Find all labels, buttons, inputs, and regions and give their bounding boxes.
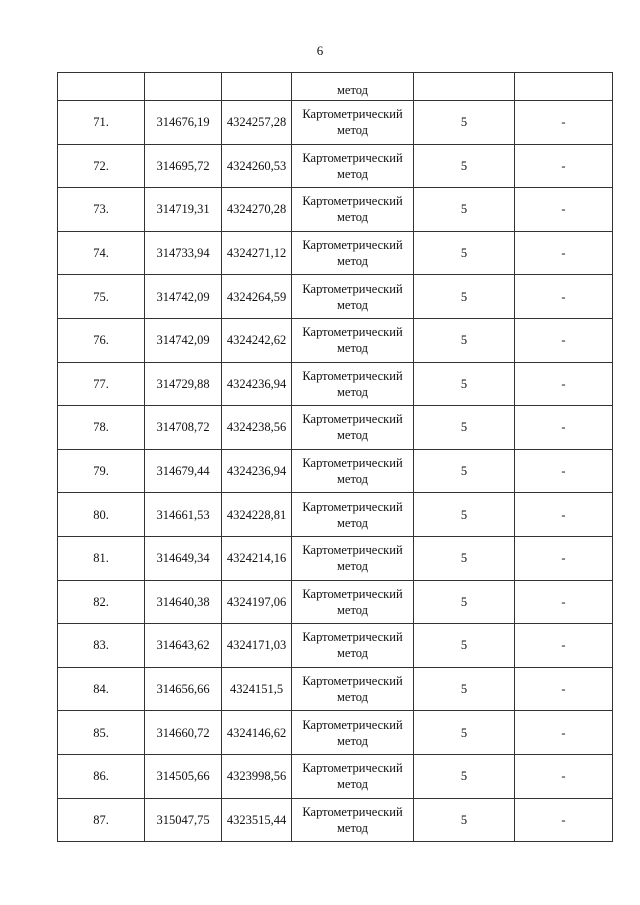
accuracy-cell: 5 xyxy=(414,406,515,450)
x-coordinate-cell: 314695,72 xyxy=(145,144,222,188)
method-line-1: Картометрический xyxy=(302,150,403,165)
accuracy-cell: 5 xyxy=(414,536,515,580)
header-cell-accuracy xyxy=(414,73,515,101)
method-line-2: метод xyxy=(336,777,368,792)
method-line-2: метод xyxy=(336,820,368,835)
note-cell: - xyxy=(515,406,613,450)
point-number-cell: 71. xyxy=(58,101,145,145)
point-number-cell: 79. xyxy=(58,449,145,493)
x-coordinate-cell: 314660,72 xyxy=(145,711,222,755)
method-cell xyxy=(292,275,414,319)
x-coordinate-cell: 314676,19 xyxy=(145,101,222,145)
method-line-2: метод xyxy=(336,254,368,269)
table-row xyxy=(58,101,613,145)
table-row xyxy=(58,144,613,188)
point-number-cell: 85. xyxy=(58,711,145,755)
method-line-1: Картометрический xyxy=(302,456,403,471)
method-line-1: Картометрический xyxy=(302,281,403,296)
table-row xyxy=(58,624,613,668)
y-coordinate-cell: 4324236,94 xyxy=(222,362,292,406)
x-coordinate-cell: 314708,72 xyxy=(145,406,222,450)
y-coordinate-cell: 4324236,94 xyxy=(222,449,292,493)
method-line-2: метод xyxy=(336,646,368,661)
point-number-cell: 87. xyxy=(58,798,145,842)
method-line-1: Картометрический xyxy=(302,674,403,689)
accuracy-cell: 5 xyxy=(414,580,515,624)
note-cell: - xyxy=(515,798,613,842)
x-coordinate-cell: 314505,66 xyxy=(145,754,222,798)
x-coordinate-cell: 314733,94 xyxy=(145,231,222,275)
accuracy-cell: 5 xyxy=(414,231,515,275)
method-line-2: метод xyxy=(336,166,368,181)
y-coordinate-cell: 4324228,81 xyxy=(222,493,292,537)
method-cell xyxy=(292,188,414,232)
accuracy-cell: 5 xyxy=(414,362,515,406)
x-coordinate-cell: 314656,66 xyxy=(145,667,222,711)
point-number-cell: 81. xyxy=(58,536,145,580)
method-line-1: Картометрический xyxy=(302,412,403,427)
table-row xyxy=(58,536,613,580)
coordinates-table-body xyxy=(58,73,613,842)
method-cell xyxy=(292,580,414,624)
method-line-1: Картометрический xyxy=(302,804,403,819)
table-row xyxy=(58,449,613,493)
method-cell xyxy=(292,798,414,842)
method-cell xyxy=(292,449,414,493)
table-row xyxy=(58,754,613,798)
y-coordinate-cell: 4324197,06 xyxy=(222,580,292,624)
table-row xyxy=(58,798,613,842)
method-line-2: метод xyxy=(336,690,368,705)
method-line-1: Картометрический xyxy=(302,630,403,645)
method-cell xyxy=(292,536,414,580)
x-coordinate-cell: 314719,31 xyxy=(145,188,222,232)
y-coordinate-cell: 4324270,28 xyxy=(222,188,292,232)
table-row xyxy=(58,231,613,275)
method-tail-text: метод xyxy=(336,82,368,97)
point-number-cell: 74. xyxy=(58,231,145,275)
note-cell: - xyxy=(515,188,613,232)
method-line-2: метод xyxy=(336,602,368,617)
coordinates-table xyxy=(57,72,613,842)
note-cell: - xyxy=(515,144,613,188)
y-coordinate-cell: 4323515,44 xyxy=(222,798,292,842)
note-cell: - xyxy=(515,231,613,275)
method-line-1: Картометрический xyxy=(302,761,403,776)
accuracy-cell: 5 xyxy=(414,101,515,145)
accuracy-cell: 5 xyxy=(414,667,515,711)
point-number-cell: 86. xyxy=(58,754,145,798)
header-cell-note xyxy=(515,73,613,101)
method-cell xyxy=(292,362,414,406)
point-number-cell: 83. xyxy=(58,624,145,668)
x-coordinate-cell: 314649,34 xyxy=(145,536,222,580)
x-coordinate-cell: 314742,09 xyxy=(145,275,222,319)
table-row xyxy=(58,318,613,362)
method-line-2: метод xyxy=(336,472,368,487)
y-coordinate-cell: 4324238,56 xyxy=(222,406,292,450)
accuracy-cell: 5 xyxy=(414,449,515,493)
x-coordinate-cell: 314640,38 xyxy=(145,580,222,624)
method-cell xyxy=(292,493,414,537)
point-number-cell: 82. xyxy=(58,580,145,624)
point-number-cell: 73. xyxy=(58,188,145,232)
x-coordinate-cell: 314742,09 xyxy=(145,318,222,362)
table-row xyxy=(58,667,613,711)
y-coordinate-cell: 4324264,59 xyxy=(222,275,292,319)
method-line-1: Картометрический xyxy=(302,238,403,253)
y-coordinate-cell: 4323998,56 xyxy=(222,754,292,798)
header-cell-x xyxy=(145,73,222,101)
x-coordinate-cell: 314729,88 xyxy=(145,362,222,406)
note-cell: - xyxy=(515,711,613,755)
point-number-cell: 77. xyxy=(58,362,145,406)
point-number-cell: 76. xyxy=(58,318,145,362)
method-line-2: метод xyxy=(336,428,368,443)
note-cell: - xyxy=(515,624,613,668)
y-coordinate-cell: 4324146,62 xyxy=(222,711,292,755)
point-number-cell: 80. xyxy=(58,493,145,537)
point-number-cell: 75. xyxy=(58,275,145,319)
page-number: 6 xyxy=(316,43,324,58)
y-coordinate-cell: 4324260,53 xyxy=(222,144,292,188)
note-cell: - xyxy=(515,275,613,319)
table-row xyxy=(58,406,613,450)
accuracy-cell: 5 xyxy=(414,188,515,232)
y-coordinate-cell: 4324242,62 xyxy=(222,318,292,362)
table-row xyxy=(58,493,613,537)
method-line-1: Картометрический xyxy=(302,499,403,514)
y-coordinate-cell: 4324214,16 xyxy=(222,536,292,580)
point-number-cell: 72. xyxy=(58,144,145,188)
header-cell-y xyxy=(222,73,292,101)
method-line-2: метод xyxy=(336,210,368,225)
method-line-2: метод xyxy=(336,515,368,530)
point-number-cell: 78. xyxy=(58,406,145,450)
table-row xyxy=(58,188,613,232)
accuracy-cell: 5 xyxy=(414,798,515,842)
point-number-cell: 84. xyxy=(58,667,145,711)
note-cell: - xyxy=(515,754,613,798)
method-line-2: метод xyxy=(336,559,368,574)
note-cell: - xyxy=(515,536,613,580)
note-cell: - xyxy=(515,318,613,362)
method-line-2: метод xyxy=(336,341,368,356)
note-cell: - xyxy=(515,101,613,145)
accuracy-cell: 5 xyxy=(414,624,515,668)
method-cell xyxy=(292,754,414,798)
method-line-2: метод xyxy=(336,123,368,138)
y-coordinate-cell: 4324257,28 xyxy=(222,101,292,145)
x-coordinate-cell: 315047,75 xyxy=(145,798,222,842)
y-coordinate-cell: 4324171,03 xyxy=(222,624,292,668)
accuracy-cell: 5 xyxy=(414,754,515,798)
method-line-1: Картометрический xyxy=(302,717,403,732)
x-coordinate-cell: 314643,62 xyxy=(145,624,222,668)
method-line-1: Картометрический xyxy=(302,543,403,558)
method-line-1: Картометрический xyxy=(302,107,403,122)
header-cell-number xyxy=(58,73,145,101)
method-line-1: Картометрический xyxy=(302,586,403,601)
table-row xyxy=(58,580,613,624)
accuracy-cell: 5 xyxy=(414,275,515,319)
method-cell xyxy=(292,318,414,362)
method-cell xyxy=(292,101,414,145)
accuracy-cell: 5 xyxy=(414,144,515,188)
method-cell xyxy=(292,144,414,188)
table-row xyxy=(58,711,613,755)
accuracy-cell: 5 xyxy=(414,493,515,537)
method-line-1: Картометрический xyxy=(302,325,403,340)
note-cell: - xyxy=(515,493,613,537)
method-cell xyxy=(292,711,414,755)
accuracy-cell: 5 xyxy=(414,711,515,755)
method-line-2: метод xyxy=(336,297,368,312)
method-line-2: метод xyxy=(336,384,368,399)
method-cell xyxy=(292,624,414,668)
note-cell: - xyxy=(515,449,613,493)
continued-header-row xyxy=(58,73,613,101)
table-row xyxy=(58,362,613,406)
method-cell xyxy=(292,406,414,450)
x-coordinate-cell: 314661,53 xyxy=(145,493,222,537)
method-cell xyxy=(292,667,414,711)
y-coordinate-cell: 4324151,5 xyxy=(222,667,292,711)
note-cell: - xyxy=(515,580,613,624)
method-cell xyxy=(292,231,414,275)
accuracy-cell: 5 xyxy=(414,318,515,362)
note-cell: - xyxy=(515,362,613,406)
method-line-1: Картометрический xyxy=(302,194,403,209)
table-row xyxy=(58,275,613,319)
method-line-1: Картометрический xyxy=(302,368,403,383)
x-coordinate-cell: 314679,44 xyxy=(145,449,222,493)
header-cell-method xyxy=(292,73,414,101)
method-line-2: метод xyxy=(336,733,368,748)
y-coordinate-cell: 4324271,12 xyxy=(222,231,292,275)
note-cell: - xyxy=(515,667,613,711)
